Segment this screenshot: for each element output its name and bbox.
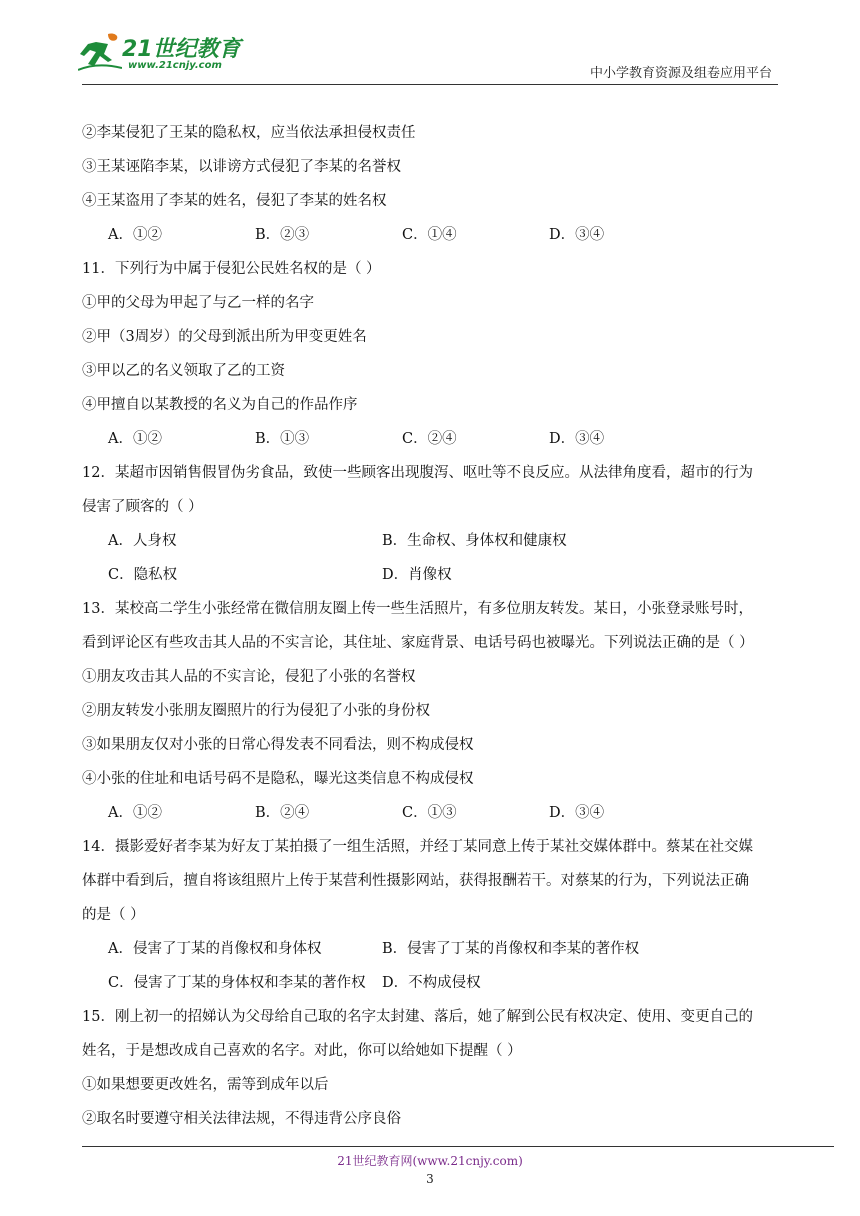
answer-option: D．不构成侵权 [382,975,481,991]
footer-link[interactable]: 21世纪教育网(www.21cnjy.com) [337,1154,523,1168]
answer-option: A．①② [108,431,162,447]
text-line: 体群中看到后，擅自将该组照片上传于某营利性摄影网站，获得报酬若干。对蔡某的行为，下列说法正确 [82,873,749,889]
answer-option: A．侵害了丁某的肖像权和身体权 [108,941,322,957]
answer-options [82,932,782,966]
logo-text: 21世纪教育 [122,37,241,62]
answer-options [82,422,782,456]
text-line: ④甲擅自以某教授的名义为自己的作品作序 [82,397,358,413]
answer-option: C．②④ [402,431,457,447]
answer-option: B．侵害了丁某的肖像权和李某的著作权 [382,941,640,957]
text-line: ②甲（3周岁）的父母到派出所为甲变更姓名 [82,329,367,345]
question-content [82,116,782,1136]
text-line: ④王某盗用了李某的姓名，侵犯了李某的姓名权 [82,193,387,209]
text-line: 15．刚上初一的招娣认为父母给自己取的名字太封建、落后，她了解到公民有权决定、使用、变更自己的 [82,1009,753,1025]
text-line: 侵害了顾客的（ ） [82,499,203,515]
text-line: ③甲以乙的名义领取了乙的工资 [82,363,285,379]
answer-option: A．①② [108,805,162,821]
text-line: 的是（ ） [82,907,145,923]
answer-option: A．①② [108,227,162,243]
text-line: 11．下列行为中属于侵犯公民姓名权的是（ ） [82,261,381,277]
logo-url: www.21cnjy.com [128,60,222,71]
answer-option: C．侵害了丁某的身体权和李某的著作权 [108,975,366,991]
answer-options [82,524,782,558]
header-divider [82,84,778,85]
answer-option: C．①③ [402,805,457,821]
text-line: ①朋友攻击其人品的不实言论，侵犯了小张的名誉权 [82,669,416,685]
answer-option: D．③④ [549,227,605,243]
answer-option: A．人身权 [108,533,177,549]
answer-option: D．③④ [549,431,605,447]
text-line: 姓名，于是想改成自己喜欢的名字。对此，你可以给她如下提醒（ ） [82,1043,522,1059]
text-line: 14．摄影爱好者李某为好友丁某拍摄了一组生活照，并经丁某同意上传于某社交媒体群中。蔡某在社交媒 [82,839,753,855]
text-line: ②李某侵犯了王某的隐私权，应当依法承担侵权责任 [82,125,416,141]
answer-option: C．①④ [402,227,457,243]
footer-divider [82,1146,834,1147]
answer-option: D．肖像权 [382,567,452,583]
answer-options [82,796,782,830]
runner-logo-icon [78,30,122,74]
page-header [0,0,860,90]
text-line: ①甲的父母为甲起了与乙一样的名字 [82,295,314,311]
text-line: ④小张的住址和电话号码不是隐私，曝光这类信息不构成侵权 [82,771,474,787]
answer-option: B．②④ [255,805,310,821]
text-line: 13．某校高二学生小张经常在微信朋友圈上传一些生活照片，有多位朋友转发。某日，小张登录账号时， [82,601,753,617]
text-line: ③如果朋友仅对小张的日常心得发表不同看法，则不构成侵权 [82,737,474,753]
text-line: ②取名时要遵守相关法律法规，不得违背公序良俗 [82,1111,401,1127]
site-logo [78,30,248,78]
answer-options [82,558,782,592]
text-line: 12．某超市因销售假冒伪劣食品，致使一些顾客出现腹泻、呕吐等不良反应。从法律角度看，超市的行为 [82,465,753,481]
answer-option: B．①③ [255,431,310,447]
text-line: ①如果想要更改姓名，需等到成年以后 [82,1077,329,1093]
answer-option: C．隐私权 [108,567,178,583]
text-line: ②朋友转发小张朋友圈照片的行为侵犯了小张的身份权 [82,703,430,719]
text-line: ③王某诬陷李某，以诽谤方式侵犯了李某的名誉权 [82,159,401,175]
answer-option: D．③④ [549,805,605,821]
answer-option: B．②③ [255,227,310,243]
answer-options [82,218,782,252]
page-number: 3 [426,1172,434,1186]
text-line: 看到评论区有些攻击其人品的不实言论，其住址、家庭背景、电话号码也被曝光。下列说法正确的是（ ） [82,635,754,651]
platform-title: 中小学教育资源及组卷应用平台 [589,66,772,81]
answer-option: B．生命权、身体权和健康权 [382,533,567,549]
answer-options [82,966,782,1000]
